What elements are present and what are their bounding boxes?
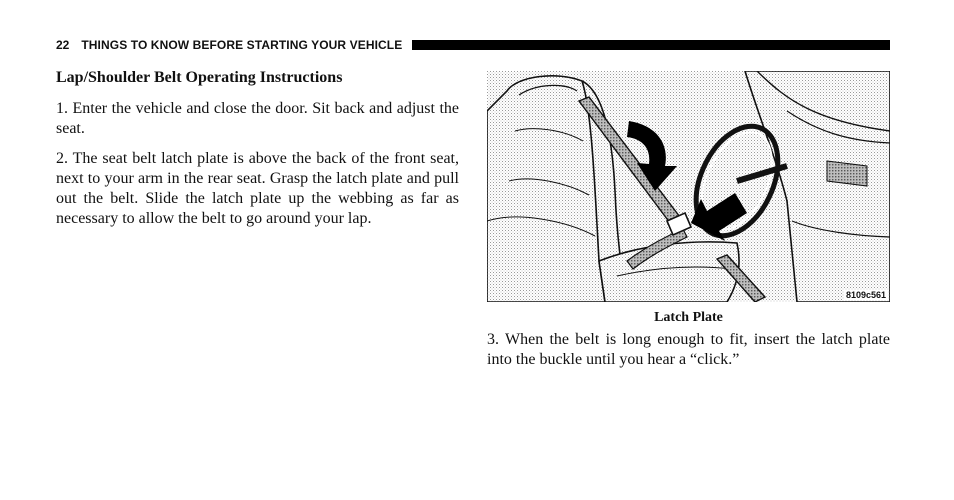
page-header xyxy=(56,37,890,53)
figure-caption: Latch Plate xyxy=(654,310,723,325)
right-column-text xyxy=(487,330,890,380)
step-3-paragraph: 3. When the belt is long enough to fit, insert the latch plate into the buckle until you hear a “click.” xyxy=(487,331,890,368)
latch-plate-illustration xyxy=(487,71,890,302)
section-title: Lap/Shoulder Belt Operating Instructions xyxy=(56,69,343,86)
step-1-paragraph: 1. Enter the vehicle and close the door. Sit back and adjust the seat. xyxy=(56,100,459,137)
page-number: 22 xyxy=(56,38,70,52)
left-column xyxy=(56,67,459,239)
header-rule xyxy=(412,40,890,50)
step-2-paragraph: 2. The seat belt latch plate is above the back of the front seat, next to your arm in the rear seat. Grasp the latch plate and pull out the belt. Slide the latch plate up the webbing as far as necessary to allow the belt to go around your lap. xyxy=(56,150,459,227)
figure-code: 8109c561 xyxy=(845,290,886,300)
chapter-title: THINGS TO KNOW BEFORE STARTING YOUR VEHICLE xyxy=(81,38,403,52)
